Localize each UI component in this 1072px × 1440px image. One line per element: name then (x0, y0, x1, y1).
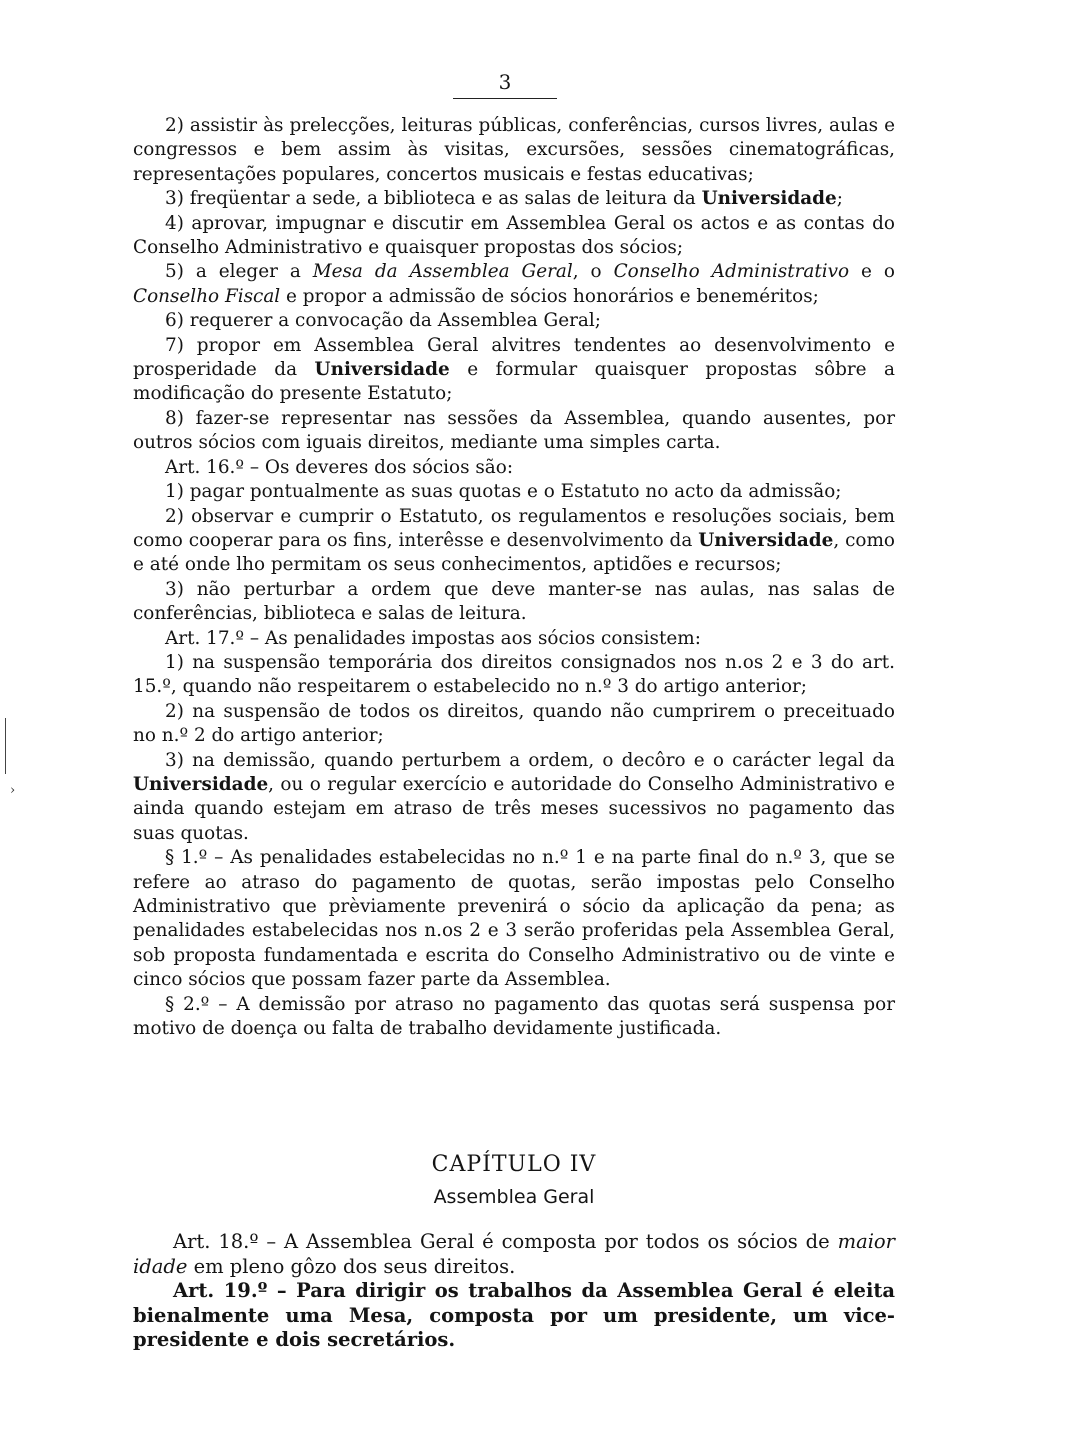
text-run: , como e até onde lho permitam os seus conhecimentos, aptidões e recursos; (133, 529, 895, 576)
text-run: Conselho Fiscal (133, 285, 281, 307)
text-run: 7) propor em Assemblea Geral alvitres tendentes ao desenvolvimento e prosperidade da (133, 334, 895, 381)
text-run: 2) na suspensão de todos os direitos, quando não cumprirem o preceituado no n.º 2 do artigo anterior; (133, 700, 895, 747)
paragraph (133, 407, 895, 456)
margin-tick: › (10, 783, 16, 798)
paragraph (133, 505, 895, 578)
paragraph (133, 334, 895, 407)
text-run: e propor a admissão de sócios honorários e beneméritos; (280, 285, 819, 307)
text-run: 3) na demissão, quando perturbem a ordem, o decôro e o carácter legal da (165, 749, 895, 771)
paragraph (133, 846, 895, 992)
paragraph (133, 993, 895, 1042)
page-number: 3 (498, 70, 512, 94)
text-run: § 1.º – As penalidades estabelecidas no n.º 1 e na parte final do n.º 3, que se refere ao atraso do pagamento de quotas, serão impostas pelo Conselho Administrativo que prèviamente prevenirá o sócio da aplicação da pena; as penalidades estabelecidas nos n.os 2 e 3 serão proferidas pela Assemblea Geral, sob proposta fundamentada e escrita do Conselho Administrativo ou de vinte e cinco sócios que possam fazer parte da Assemblea. (133, 847, 895, 991)
paragraph (133, 627, 895, 651)
text-run: 4) aprovar, impugnar e discutir em Assemblea Geral os actos e as contas do Conselho Administrativo e quaisquer propostas dos sócios; (133, 212, 895, 259)
paragraph (133, 187, 895, 211)
paragraph (133, 456, 895, 480)
text-run: ; (836, 188, 843, 210)
paragraph (133, 480, 895, 504)
text-run: Art. 16.º – Os deveres dos sócios são: (165, 456, 514, 478)
paragraph (133, 700, 895, 749)
page-number-rule (453, 98, 557, 99)
bottom-text (133, 1230, 895, 1353)
text-run: 1) na suspensão temporária dos direitos consignados nos n.os 2 e 3 do art. 15.º, quando não respeitarem o estabelecido no n.º 3 do artigo anterior; (133, 651, 895, 698)
paragraph (133, 1230, 895, 1279)
margin-mark (5, 718, 6, 774)
text-run: Art. 19.º – (173, 1279, 297, 1302)
paragraph (133, 260, 895, 309)
paragraph (133, 1279, 895, 1353)
text-run: Universidade (698, 529, 834, 551)
text-run: , ou o regular exercício e autoridade do Conselho Administrativo e ainda quando estejam em atraso de três meses sucessivos no pagamento das suas quotas. (133, 773, 895, 844)
text-run: Universidade (133, 773, 269, 795)
text-run: Para dirigir os trabalhos da Assemblea Geral é eleita bienalmente uma Mesa, composta por um presidente, um vice-presidente e dois secretários. (133, 1279, 895, 1351)
text-run: 1) pagar pontualmente as suas quotas e o Estatuto no acto da admissão; (165, 481, 842, 503)
text-run: e o (849, 261, 895, 283)
chapter-title: CAPÍTULO IV (431, 1152, 597, 1177)
text-run: 3) freqüentar a sede, a biblioteca e as salas de leitura da (165, 188, 702, 210)
text-run: 6) requerer a convocação da Assemblea Geral; (165, 310, 601, 332)
text-run: , o (572, 261, 614, 283)
text-run: Art. 17.º – As penalidades impostas aos sócios consistem: (165, 627, 701, 649)
text-run: em pleno gôzo dos seus direitos. (187, 1254, 516, 1278)
paragraph (133, 309, 895, 333)
text-run: 2) observar e cumprir o Estatuto, os regulamentos e resoluções sociais, bem como cooperar para os fins, interêsse e desenvolvimento da (133, 505, 895, 551)
text-run: 3) não perturbar a ordem que deve manter-se nas aulas, nas salas de conferências, biblioteca e salas de leitura. (133, 578, 895, 625)
text-run: Mesa da Assemblea Geral (312, 261, 573, 283)
text-run: maior idade (133, 1230, 895, 1278)
paragraph (133, 749, 895, 847)
text-run: Universidade (314, 359, 450, 381)
text-run: e formular quaisquer propostas sôbre a modificação do presente Estatuto; (133, 359, 896, 405)
paragraph (133, 651, 895, 700)
text-run: Universidade (701, 188, 837, 210)
text-run: 5) a eleger a (165, 261, 313, 283)
paragraph (133, 212, 895, 261)
text-run: 2) assistir às prelecções, leituras públicas, conferências, cursos livres, aulas e congressos e bem assim às visitas, excursões, sessões cinematográficas, representações populares, concertos musicais e festas educativas; (133, 115, 895, 185)
paragraph (133, 578, 895, 627)
body-text (133, 114, 895, 1041)
text-run: § 2.º – A demissão por atraso no pagamento das quotas será suspensa por motivo de doença ou falta de trabalho devidamente justificada. (133, 993, 895, 1040)
text-run: Conselho Administrativo (613, 261, 850, 283)
paragraph (133, 114, 895, 187)
text-run: 8) fazer-se representar nas sessões da Assemblea, quando ausentes, por outros sócios com iguais direitos, mediante uma simples carta. (133, 407, 895, 454)
text-run: Art. 18.º – A Assemblea Geral é composta por todos os sócios de (173, 1230, 838, 1253)
section-title: Assemblea Geral (433, 1186, 595, 1208)
